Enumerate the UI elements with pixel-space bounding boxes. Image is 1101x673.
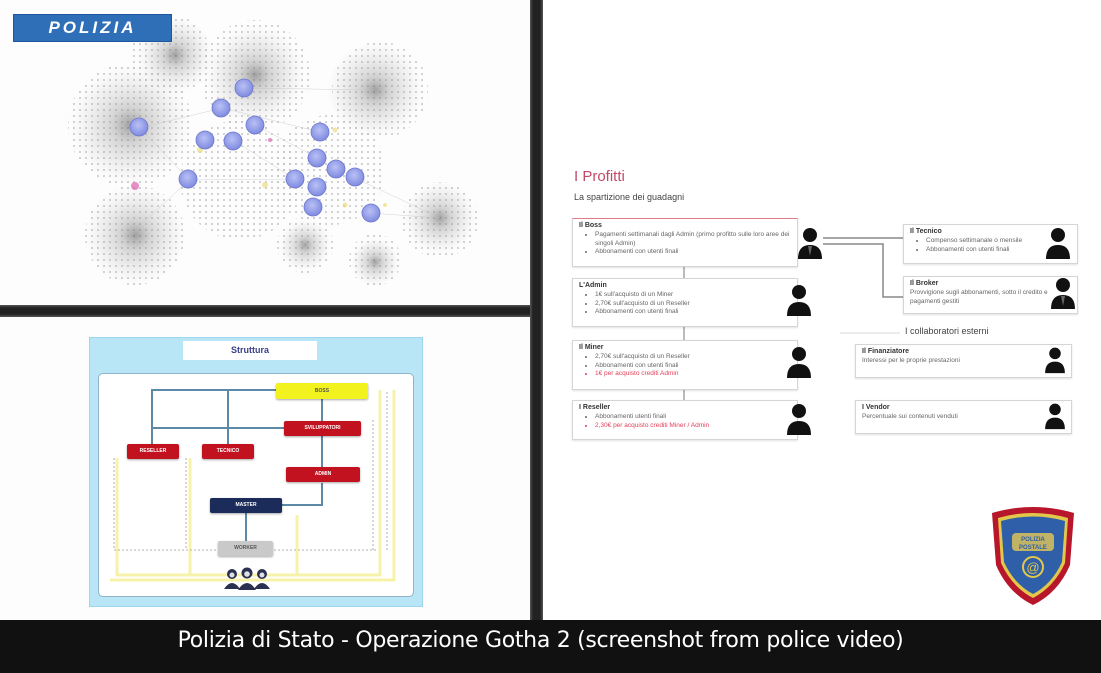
structure-box-admin: ADMIN	[286, 467, 360, 482]
caption-text: Polizia di Stato - Operazione Gotha 2 (screenshot from police video)	[177, 628, 904, 653]
structure-box-sviluppatori: SVILUPPATORI	[284, 421, 361, 436]
badge-bottom-text: POSTALE	[1019, 545, 1047, 551]
card-broker: Il Broker Provvigione sugli abbonamenti, sotto il credito e pagamenti gestiti	[903, 276, 1078, 314]
structure-box-boss: BOSS	[276, 383, 368, 399]
card-boss: Il Boss • Pagamenti settimanali dagli Admin (primo profitto sulle loro aree dei singoli Admin) • Abbonamenti con utenti finali	[572, 218, 798, 267]
person-admin-icon	[786, 283, 812, 317]
person-boss-icon	[797, 226, 823, 260]
card-miner: Il Miner • 2,70€ sull'acquisto di un Reseller • Abbonamenti con utenti finali • 1€ per acquisto crediti Admin	[572, 340, 798, 390]
structure-box-worker: WORKER	[218, 541, 273, 556]
card-tecnico: Il Tecnico • Compenso settimanale o mensile • Abbonamenti con utenti finali	[903, 224, 1078, 264]
structure-box-master: MASTER	[210, 498, 282, 513]
slide-title: I Profitti	[574, 168, 625, 185]
polizia-logo: POLIZIA	[13, 14, 172, 42]
card-finanziatore: Il Finanziatore Interessi per le proprie prestazioni	[855, 344, 1072, 378]
structure-box-reseller: RESELLER	[127, 444, 179, 459]
structure-title: Struttura	[183, 341, 317, 360]
badge-top-text: POLIZIA	[1021, 537, 1045, 543]
badge-at-symbol: @	[1026, 560, 1040, 575]
card-reseller: I Reseller • Abbonamenti utenti finali • 2,30€ per acquisto crediti Miner / Admin	[572, 400, 798, 440]
person-finanziatore-icon	[1044, 346, 1066, 374]
person-miner-icon	[786, 345, 812, 379]
caption-bar	[0, 620, 1101, 673]
person-vendor-icon	[1044, 402, 1066, 430]
polizia-postale-badge	[988, 505, 1078, 607]
card-vendor: I Vendor Percentuale sui contenuti venduti	[855, 400, 1072, 434]
external-collaborators-title: I collaboratori esterni	[905, 326, 989, 336]
person-reseller-icon	[786, 402, 812, 436]
card-admin: L'Admin • 1€ sull'acquisto di un Miner • 2,70€ sull'acquisto di un Reseller • Abbonamenti con utenti finali	[572, 278, 798, 327]
slide-subtitle: La spartizione dei guadagni	[574, 192, 685, 202]
structure-box-tecnico: TECNICO	[202, 444, 254, 459]
person-tecnico-icon	[1045, 226, 1071, 260]
person-broker-icon	[1050, 276, 1076, 310]
